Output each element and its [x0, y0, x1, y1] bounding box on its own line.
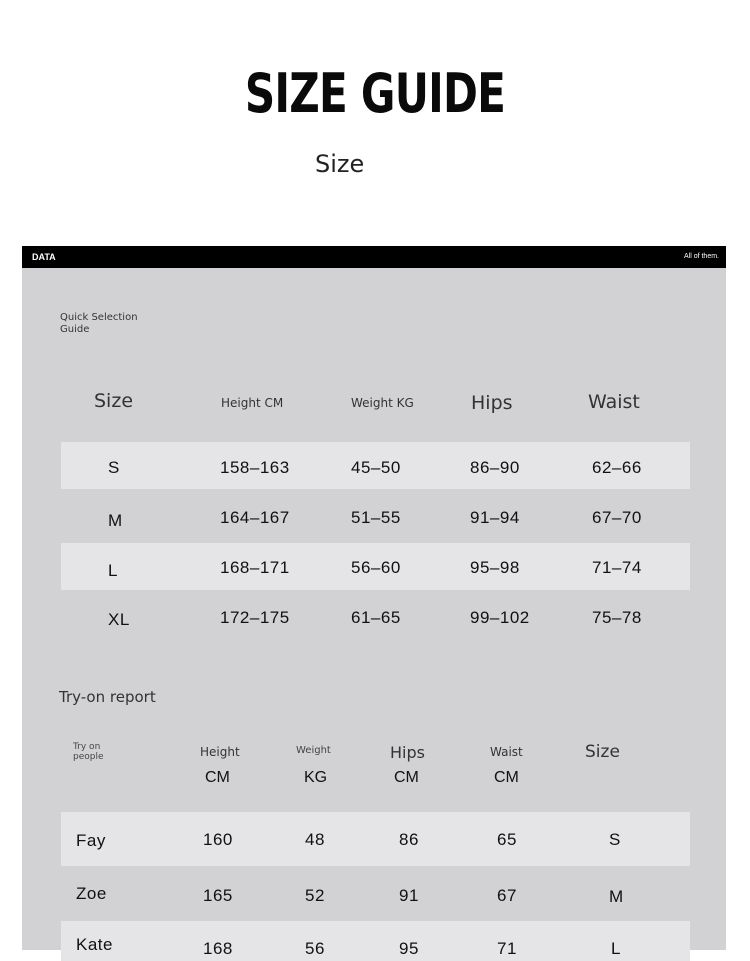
tryon-report-title: Try-on report	[59, 688, 156, 706]
size-cell: L	[611, 939, 621, 958]
waist-cell: 71	[497, 939, 517, 958]
hips-cell: 99–102	[470, 608, 530, 627]
tryon-header-weight-unit: KG	[304, 769, 328, 786]
hips-cell: 86–90	[470, 458, 520, 477]
bar-left-label: DATA	[32, 252, 56, 262]
height-cell: 165	[203, 886, 233, 905]
height-cell: 160	[203, 830, 233, 849]
tryon-header-weight: Weight	[296, 745, 331, 756]
bar-right-label: All of them.	[683, 253, 719, 260]
weight-cell: 45–50	[351, 458, 401, 477]
tryon-header-height-unit: CM	[205, 769, 230, 786]
page-subtitle: Size	[315, 150, 365, 178]
waist-cell: 75–78	[592, 608, 642, 627]
tryon-header-waist: Waist	[490, 745, 523, 759]
quick-header-size: Size	[94, 390, 134, 412]
quick-selection-label: Quick Selection Guide	[60, 312, 138, 335]
height-cell: 158–163	[220, 458, 290, 477]
height-cell: 164–167	[220, 508, 290, 527]
hips-cell: 91–94	[470, 508, 520, 527]
weight-cell: 51–55	[351, 508, 401, 527]
table-row-stripe	[61, 921, 690, 961]
tryon-header-size: Size	[585, 742, 620, 762]
hips-cell: 91	[399, 886, 419, 905]
quick-header-hips: Hips	[471, 392, 513, 414]
name-cell: Fay	[76, 831, 106, 850]
size-cell: S	[609, 830, 621, 849]
waist-cell: 67–70	[592, 508, 642, 527]
size-cell: S	[108, 458, 120, 477]
tryon-header-height: Height	[200, 745, 240, 759]
size-cell: M	[609, 887, 624, 906]
hips-cell: 86	[399, 830, 419, 849]
table-row-stripe	[61, 812, 690, 866]
tryon-header-hips: Hips	[390, 743, 425, 762]
quick-header-weight: Weight KG	[351, 396, 414, 410]
waist-cell: 67	[497, 886, 517, 905]
weight-cell: 56	[305, 939, 325, 958]
weight-cell: 61–65	[351, 608, 401, 627]
size-cell: L	[108, 561, 118, 580]
tryon-header-hips-unit: CM	[394, 769, 419, 786]
hips-cell: 95–98	[470, 558, 520, 577]
weight-cell: 52	[305, 886, 325, 905]
height-cell: 172–175	[220, 608, 290, 627]
waist-cell: 65	[497, 830, 517, 849]
waist-cell: 71–74	[592, 558, 642, 577]
weight-cell: 48	[305, 830, 325, 849]
tryon-header-waist-unit: CM	[494, 769, 519, 786]
size-data-panel	[22, 268, 726, 958]
height-cell: 168	[203, 939, 233, 958]
quick-header-waist: Waist	[588, 391, 640, 413]
weight-cell: 56–60	[351, 558, 401, 577]
tryon-people-label: Try on people	[73, 742, 104, 762]
size-cell: XL	[108, 610, 130, 629]
quick-header-height: Height CM	[221, 396, 284, 410]
name-cell: Zoe	[76, 884, 107, 903]
section-header-bar	[22, 246, 726, 268]
page-title: SIZE GUIDE	[244, 62, 506, 125]
waist-cell: 62–66	[592, 458, 642, 477]
height-cell: 168–171	[220, 558, 290, 577]
name-cell: Kate	[76, 935, 113, 954]
size-cell: M	[108, 511, 123, 530]
hips-cell: 95	[399, 939, 419, 958]
